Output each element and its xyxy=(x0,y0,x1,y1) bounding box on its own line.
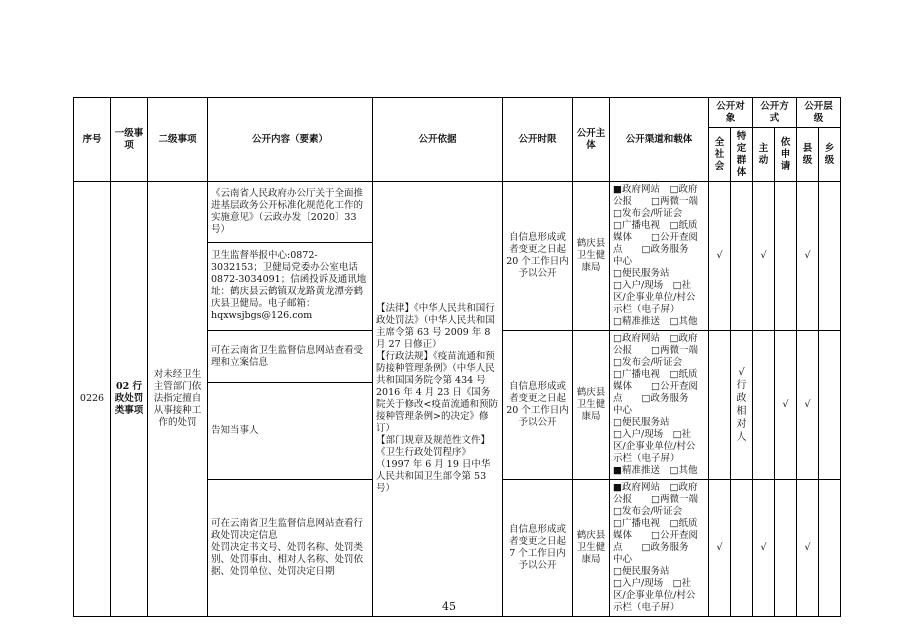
header-seq: 序号 xyxy=(74,98,111,182)
channel-line: 示栏（电子屏） xyxy=(613,304,680,315)
header-on-request: 依申请 xyxy=(775,128,797,182)
empty-cell xyxy=(819,182,841,331)
header-level1: 一级事项 xyxy=(111,98,148,182)
basis-cell: 【法律】《中华人民共和国行政处罚法》（中华人民共和国主席令第 63 号 2009 年 8 月 27 日修正） 【行政法规】《疫苗流通和预防接种管理条例》（中华人民共和国国务院令第 434 号 2016 年 4 月 23 日《国务院关于修改<疫苗流通和预防接种管理条例>的决定》修订） 【部门规章及规范性文件】《卫生行政处罚程序》（1997 年 6 月 19 日中华人民共和国卫生部令第 53 号） xyxy=(373,182,503,617)
check-mark: √ xyxy=(709,480,731,617)
check-mark: √ xyxy=(775,331,797,480)
empty-cell xyxy=(731,182,753,331)
channel-line: □精准推送 □其他 xyxy=(613,316,698,327)
specific-group-cell: √行政相对人 xyxy=(731,331,753,480)
channel-line: □发布会/听证会 xyxy=(613,357,683,368)
channel-cell xyxy=(610,480,709,617)
channel-line: 公报 □两微一端 xyxy=(613,345,698,356)
header-channel: 公开渠道和载体 xyxy=(610,98,709,182)
empty-cell xyxy=(775,480,797,617)
channel-line: ■精准推送 □其他 xyxy=(613,465,698,476)
channel-line: □入户/现场 □社 xyxy=(613,429,692,440)
time-cell: 自信息形成或者变更之日起 20 个工作日内予以公开 xyxy=(503,331,573,480)
empty-cell xyxy=(819,331,841,480)
channel-line: 点 □政务服务 xyxy=(613,542,689,553)
channel-line: □便民服务站 xyxy=(613,417,670,428)
channel-line: 点 □政务服务 xyxy=(613,244,689,255)
row-seq: 0226 xyxy=(74,182,111,617)
page-number: 45 xyxy=(442,600,456,613)
channel-line: □便民服务站 xyxy=(613,566,670,577)
header-town: 乡级 xyxy=(819,128,841,182)
header-whole-society: 全社会 xyxy=(709,128,731,182)
disclosure-table xyxy=(73,97,841,617)
channel-line: 中心 xyxy=(613,256,633,267)
channel-cell xyxy=(610,182,709,331)
channel-line: □广播电视 □纸质 xyxy=(613,220,698,231)
channel-line: 示栏（电子屏） xyxy=(613,602,680,613)
check-mark: √ xyxy=(797,480,819,617)
header-method: 公开方式 xyxy=(753,98,797,128)
header-active: 主动 xyxy=(753,128,775,182)
check-mark: √ xyxy=(709,182,731,331)
channel-line: □入户/现场 □社 xyxy=(613,578,692,589)
channel-line: 区/企事业单位/村公 xyxy=(613,292,696,303)
channel-line: □政府网站 □政府 xyxy=(613,333,698,344)
check-mark: √ xyxy=(797,182,819,331)
header-target: 公开对象 xyxy=(709,98,753,128)
content-cell: 《云南省人民政府办公厅关于全面推进基层政务公开标准化规范化工作的实施意见》（云政办发〔2020〕33 号） xyxy=(208,182,373,243)
header-time: 公开时限 xyxy=(503,98,573,182)
channel-line: 区/企事业单位/村公 xyxy=(613,590,696,601)
header-subject: 公开主体 xyxy=(573,98,610,182)
header-tier: 公开层级 xyxy=(797,98,841,128)
empty-cell xyxy=(731,480,753,617)
channel-line: 媒体 □公开查阅 xyxy=(613,530,698,541)
channel-line: □广播电视 □纸质 xyxy=(613,518,698,529)
channel-line: □入户/现场 □社 xyxy=(613,280,692,291)
header-basis: 公开依据 xyxy=(373,98,503,182)
empty-cell xyxy=(775,182,797,331)
channel-line: 公报 □两微一端 xyxy=(613,494,698,505)
subject-cell: 鹤庆县卫生健康局 xyxy=(573,331,610,480)
channel-line: 中心 xyxy=(613,405,633,416)
channel-line: 媒体 □公开查阅 xyxy=(613,381,698,392)
channel-line: ■政府网站 □政府 xyxy=(613,184,698,195)
empty-cell xyxy=(709,331,731,480)
check-mark: √ xyxy=(797,331,819,480)
subject-cell: 鹤庆县卫生健康局 xyxy=(573,182,610,331)
channel-cell xyxy=(610,331,709,480)
channel-line: □发布会/听证会 xyxy=(613,208,683,219)
content-cell: 告知当事人 xyxy=(208,383,373,480)
header-content: 公开内容（要素） xyxy=(208,98,373,182)
channel-line: □便民服务站 xyxy=(613,268,670,279)
channel-line: □广播电视 □纸质 xyxy=(613,369,698,380)
channel-line: 示栏（电子屏） xyxy=(613,453,680,464)
time-cell: 自信息形成或者变更之日起 20 个工作日内予以公开 xyxy=(503,182,573,331)
channel-line: □发布会/听证会 xyxy=(613,506,683,517)
row-level2: 对未经卫生主管部门依法指定擅自从事接种工作的处罚 xyxy=(148,182,208,617)
channel-line: 中心 xyxy=(613,554,633,565)
channel-line: 媒体 □公开查阅 xyxy=(613,232,698,243)
channel-line: 区/企事业单位/村公 xyxy=(613,441,696,452)
header-county: 县级 xyxy=(797,128,819,182)
channel-line: 点 □政务服务 xyxy=(613,393,689,404)
header-level2: 二级事项 xyxy=(148,98,208,182)
row-level1: 02 行政处罚类事项 xyxy=(111,182,148,617)
empty-cell xyxy=(819,480,841,617)
channel-line: 公报 □两微一端 xyxy=(613,196,698,207)
content-cell: 可在云南省卫生监督信息网站查看受理和立案信息 xyxy=(208,331,373,383)
content-cell: 可在云南省卫生监督信息网站查看行政处罚决定信息 处罚决定书文号、处罚名称、处罚类别、处罚事由、相对人名称、处罚依据、处罚单位、处罚决定日期 xyxy=(208,480,373,617)
empty-cell xyxy=(753,331,775,480)
check-mark: √ xyxy=(753,182,775,331)
check-mark: √ xyxy=(753,480,775,617)
subject-cell: 鹤庆县卫生健康局 xyxy=(573,480,610,617)
content-cell: 卫生监督举报中心:0872-3032153；卫健局党委办公室电话 0872-3034091；信函投诉及通讯地址：鹤庆县云鹤镇双龙路黄龙潭旁鹤庆县卫健局。电子邮箱：hqxwsjbgs@126.com xyxy=(208,242,373,330)
channel-line: ■政府网站 □政府 xyxy=(613,482,698,493)
header-specific-group: 特定群体 xyxy=(731,128,753,182)
time-cell: 自信息形成或者变更之日起 7 个工作日内予以公开 xyxy=(503,480,573,617)
